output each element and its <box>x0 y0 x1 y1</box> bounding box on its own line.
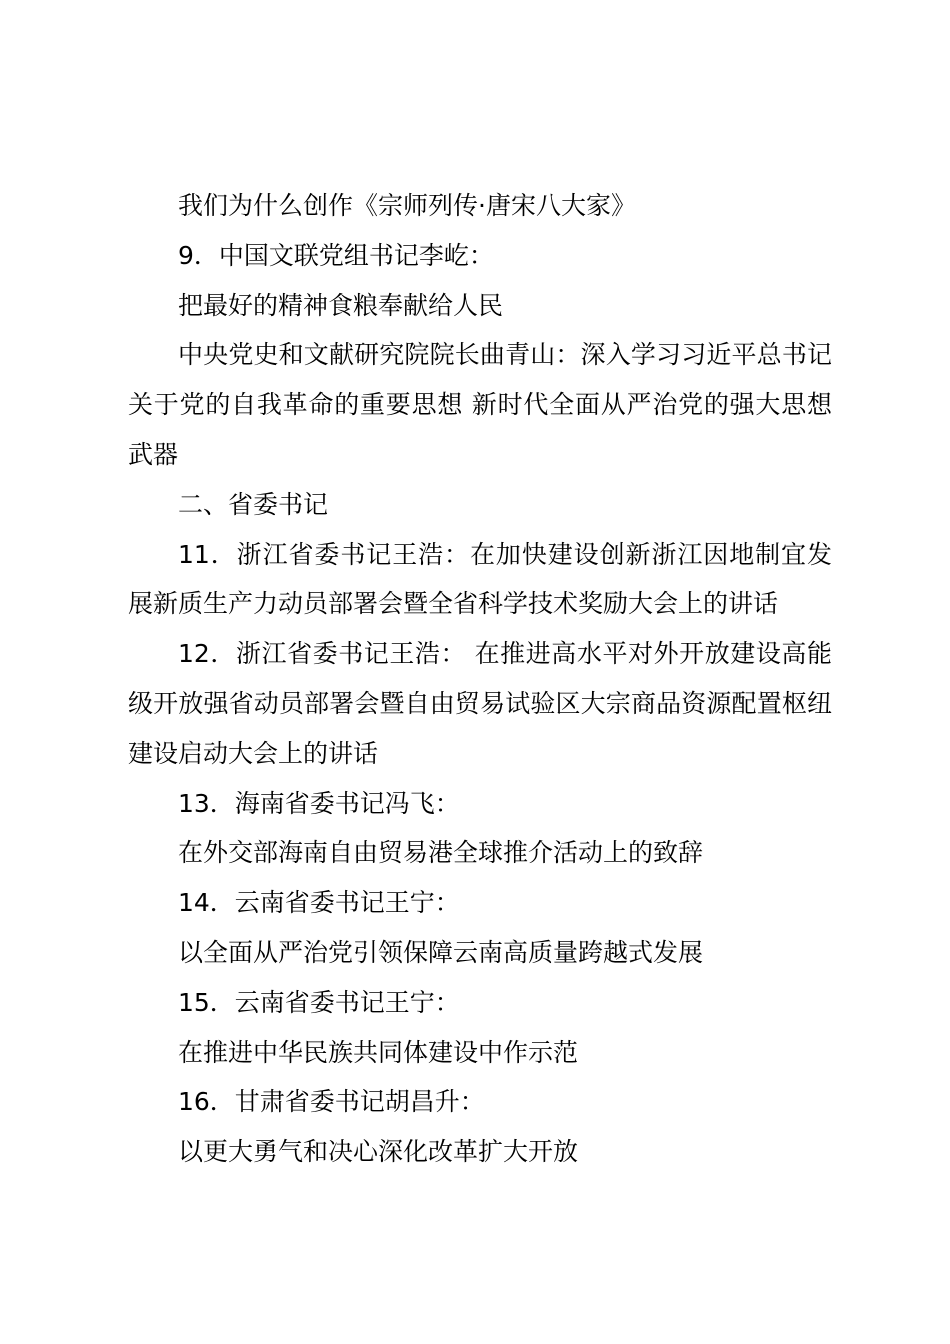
paragraph-item-13-author: 13．海南省委书记冯飞： <box>178 788 460 818</box>
section-heading-provincial-secretaries: 二、省委书记 <box>178 489 329 519</box>
paragraph-item-14-title: 以全面从严治党引领保障云南高质量跨越式发展 <box>178 937 704 967</box>
paragraph-qu-qingshan-article: 中央党史和文献研究院院长曲青山：深入学习习近平总书记关于党的自我革命的重要思想 新时代全面从严治党的强大思想武器 <box>128 340 832 469</box>
paragraph-item-13-title: 在外交部海南自由贸易港全球推介活动上的致辞 <box>178 838 704 868</box>
paragraph-item-15-author: 15．云南省委书记王宁： <box>178 987 460 1017</box>
paragraph-item-9-title: 把最好的精神食粮奉献给人民 <box>178 290 504 320</box>
paragraph-item-16-title: 以更大勇气和决心深化改革扩大开放 <box>178 1137 579 1167</box>
paragraph-item-9-author: 9．中国文联党组书记李屹： <box>178 240 494 270</box>
paragraph-item-14-author: 14．云南省委书记王宁： <box>178 888 460 918</box>
document-body <box>128 181 832 1177</box>
paragraph-article-title: 我们为什么创作《宗师列传·唐宋八大家》 <box>178 191 636 220</box>
paragraph-item-11: 11．浙江省委书记王浩：在加快建设创新浙江因地制宜发展新质生产力动员部署会暨全省科学技术奖励大会上的讲话 <box>128 539 832 619</box>
paragraph-item-16-author: 16．甘肃省委书记胡昌升： <box>178 1087 485 1117</box>
paragraph-item-12: 12．浙江省委书记王浩： 在推进高水平对外开放建设高能级开放强省动员部署会暨自由贸易试验区大宗商品资源配置枢纽建设启动大会上的讲话 <box>128 639 832 768</box>
paragraph-item-15-title: 在推进中华民族共同体建设中作示范 <box>178 1037 579 1067</box>
